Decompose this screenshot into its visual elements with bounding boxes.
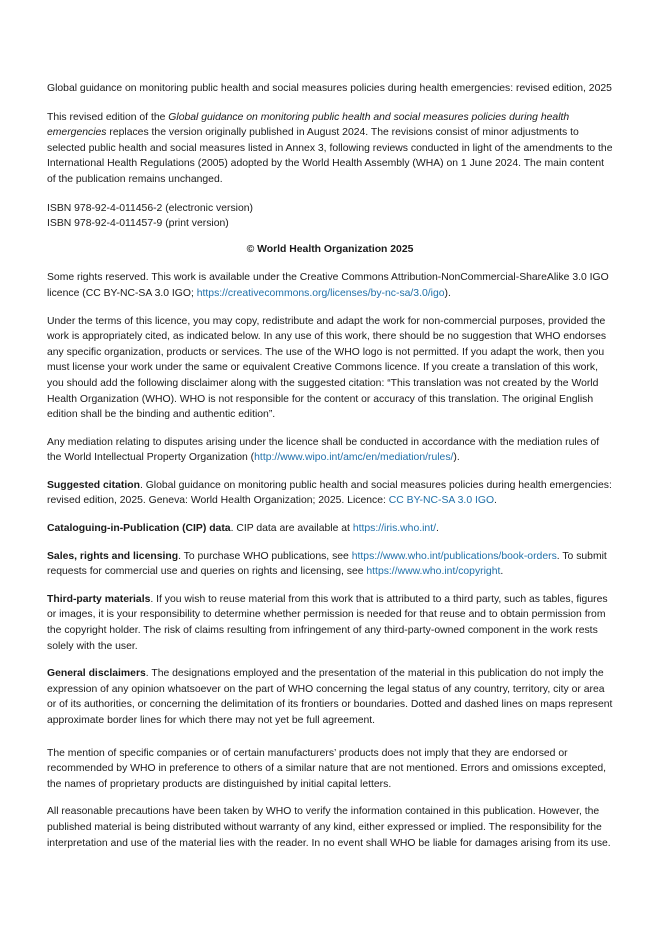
sales-text-2: . To submit requests for commercial use and queries on rights and licensing, see [47, 550, 607, 578]
cip-end: . [435, 523, 439, 535]
rights-paragraph [47, 270, 613, 301]
disclaimers-paragraph [47, 666, 613, 728]
citation-paragraph [47, 478, 613, 509]
sales-paragraph [47, 549, 613, 580]
rights-text: Some rights reserved. This work is available under the Creative Commons Attribution-NonCommercial-ShareAlike 3.0 IGO licence (CC BY-NC-SA 3.0 IGO; [47, 272, 609, 299]
sales-end: . [500, 566, 504, 578]
sales-heading: Sales, rights and licensing [47, 550, 179, 562]
revision-note [47, 110, 613, 188]
third-party-heading: Third-party materials [47, 593, 151, 605]
licence-link[interactable]: CC BY-NC-SA 3.0 IGO [388, 495, 495, 507]
isbn-electronic: ISBN 978-92-4-011456-2 (electronic version) [47, 202, 253, 214]
mediation-paragraph [47, 435, 613, 466]
rights-end: ). [444, 287, 451, 299]
revision-note-pre: This revised edition of the [47, 111, 169, 123]
isbn-block [47, 201, 613, 232]
iris-link[interactable]: https://iris.who.int/ [352, 523, 436, 535]
sales-text-1: . To purchase WHO publications, see [178, 550, 352, 562]
disclaimers-heading: General disclaimers [47, 668, 146, 680]
third-party-paragraph [47, 592, 613, 654]
citation-heading: Suggested citation [47, 479, 140, 491]
companies-paragraph: The mention of specific companies or of certain manufacturers’ products does not imply that they are endorsed or recommended by WHO in preference to others of a similar nature that are not mentioned. Errors and omissions excepted, the names of proprietary products are distinguished by initial capital letters. [47, 747, 607, 790]
wipo-mediation-link[interactable]: http://www.wipo.int/amc/en/mediation/rules/ [254, 452, 454, 464]
revision-note-title: Global guidance on monitoring public health and social measures policies during health emergencies [47, 111, 570, 139]
citation-end: . [494, 495, 497, 507]
document-title: Global guidance on monitoring public health and social measures policies during health emergencies: revised edition, 2025 [47, 83, 612, 94]
revision-note-post: replaces the version originally published in August 2024. The revisions consist of minor adjustments to selected public health and social measures listed in Annex 3, following reviews conducted in light of the amendments to the International Health Regulations (2005) adopted by the World Health Assembly (WHA) on 1 June 2024. The main content of the publication remains unchanged. [47, 127, 613, 185]
cip-paragraph [47, 521, 613, 537]
copyright-link[interactable]: https://www.who.int/copyright [366, 566, 501, 578]
precautions-paragraph: All reasonable precautions have been taken by WHO to verify the information contained in this publication. However, the published material is being distributed without warranty of any kind, either expressed or implied. The responsibility for the interpretation and use of the material lies with the reader. In no event shall WHO be liable for damages arising from its use. [47, 806, 611, 849]
cip-text: . CIP data are available at [230, 523, 353, 535]
third-party-text: . If you wish to reuse material from this work that is attributed to a third party, such as tables, figures or images, it is your responsibility to determine whether permission is needed for that reuse and to obtain permission from the copyright holder. The risk of claims resulting from infringement of any third-party-owned component in the work rests solely with the user. [47, 593, 608, 652]
copyright-line: © World Health Organization 2025 [246, 243, 414, 255]
book-orders-link[interactable]: https://www.who.int/publications/book-orders [351, 550, 557, 562]
creative-commons-link[interactable]: https://creativecommons.org/licenses/by-nc-sa/3.0/igo [196, 287, 445, 299]
disclaimers-text: . The designations employed and the presentation of the material in this publication do not imply the expression of any opinion whatsoever on the part of WHO concerning the legal status of any country, territory, city or area or of its authorities, or concerning the delimitation of its frontiers or boundaries. Dotted and dashed lines on maps represent approximate border lines for which there may not yet be full agreement. [47, 668, 613, 726]
licence-terms-paragraph: Under the terms of this licence, you may copy, redistribute and adapt the work for non-commercial purposes, provided the work is appropriately cited, as indicated below. In any use of this work, there should be no suggestion that WHO endorses any specific organization, products or services. The use of the WHO logo is not permitted. If you adapt the work, then you must license your work under the same or equivalent Creative Commons licence. If you create a translation of this work, you should add the following disclaimer along with the suggested citation: “This translation was not created by the World Health Organization (WHO). WHO is not responsible for the content or accuracy of this translation. The original English edition shall be the binding and authentic edition”. [47, 315, 607, 421]
document-page [47, 81, 613, 863]
mediation-text: Any mediation relating to disputes arising under the licence shall be conducted in accordance with the mediation rules of the World Intellectual Property Organization ( [47, 436, 600, 464]
isbn-print: ISBN 978-92-4-011457-9 (print version) [47, 218, 229, 230]
mediation-end: ). [453, 452, 460, 464]
citation-text: . Global guidance on monitoring public health and social measures policies during health emergencies: revised edition, 2025. Geneva: World Health Organization; 2025. Licence: [47, 479, 612, 507]
cip-heading: Cataloguing-in-Publication (CIP) data [47, 523, 231, 535]
